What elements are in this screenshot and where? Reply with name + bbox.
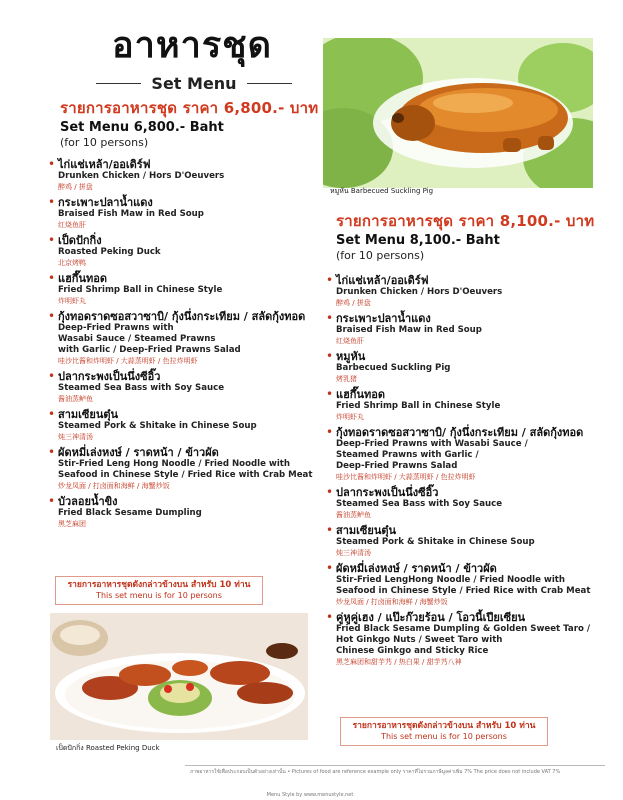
- set-b-price-english: Set Menu 8,100.- Baht: [336, 233, 500, 248]
- menu-item-thai: • ปลากระพงเป็นนึ่งซีอิ๊ว: [336, 486, 439, 499]
- set-a-price-english: Set Menu 6,800.- Baht: [60, 120, 224, 135]
- menu-item-english: Seafood in Chinese Style / Fried Rice with Crab Meat: [58, 470, 313, 480]
- menu-item-thai: • กระเพาะปลาน้ำแดง: [336, 312, 431, 325]
- menu-item-english: Seafood in Chinese Style / Fried Rice with Crab Meat: [336, 586, 591, 596]
- menu-item: [48, 196, 318, 230]
- menu-item-english: Deep-Fried Prawns with Wasabi Sauce /: [336, 439, 528, 449]
- menu-item-thai: • เป็ดปักกิ่ง: [58, 234, 102, 247]
- page-title-thai: อาหารชุด: [112, 25, 272, 66]
- menu-item-chinese: 炖三神清汤: [336, 549, 371, 557]
- page-title-english: [96, 74, 292, 93]
- menu-item-thai: • ไก่แช่เหล้า/ออเดิร์ฟ: [58, 158, 151, 171]
- set-a-note: [55, 576, 263, 605]
- menu-item: [48, 310, 318, 366]
- menu-item-chinese: 醉鸡 / 拼盘: [58, 183, 93, 191]
- menu-item-chinese: 醉鸡 / 拼盘: [336, 299, 371, 307]
- menu-item: [48, 234, 318, 268]
- menu-item: [326, 388, 606, 422]
- menu-item-thai: • กุ้งทอดราดซอสวาซาบิ/ กุ้งนึ่งกระเทียม / สลัดกุ้งทอด: [58, 310, 306, 323]
- menu-item-english: Barbecued Suckling Pig: [336, 363, 451, 373]
- menu-item-chinese: 黑芝麻团和甜芋艿 / 热白果 / 甜芋艿八神: [336, 658, 462, 666]
- menu-item: [326, 524, 606, 558]
- footer-disclaimer: ภาพอาหารใช้เพื่อประกอบเป็นตัวอย่างเท่านั้น • Pictures of food are reference example only ราคาที่ไม่รวมภาษีมูลค่าเพิ่ม 7% The price does not include VAT 7%: [190, 769, 561, 775]
- menu-item-english: Wasabi Sauce / Steamed Prawns: [58, 334, 216, 344]
- menu-item-english: Braised Fish Maw in Red Soup: [336, 325, 482, 335]
- menu-item-chinese: 烤乳猪: [336, 375, 357, 383]
- menu-item-thai: • แฮกึ๊นทอด: [58, 272, 107, 285]
- menu-item-chinese: 哇沙比酱和炸明虾 / 大蒜蒸明虾 / 色拉炸明虾: [336, 473, 476, 481]
- menu-item-english: Deep-Fried Prawns Salad: [336, 461, 458, 471]
- menu-item-chinese: 炸明虾丸: [336, 413, 364, 421]
- menu-item-chinese: 酱油蒸鲈鱼: [336, 511, 371, 519]
- menu-item: [48, 446, 318, 491]
- menu-item-chinese: 北京烤鸭: [58, 259, 86, 267]
- menu-item-english: Steamed Prawns with Garlic /: [336, 450, 479, 460]
- menu-item-english: Drunken Chicken / Hors D'Oeuvers: [336, 287, 503, 297]
- set-a-price-thai: รายการอาหารชุด ราคา 6,800.- บาท: [60, 99, 319, 117]
- page-title-english-text: Set Menu: [151, 74, 237, 93]
- set-b-menu-list: [326, 274, 606, 671]
- menu-item-english: Deep-Fried Prawns with: [58, 323, 174, 333]
- menu-item-thai: • หมูหัน: [336, 350, 366, 363]
- menu-item-chinese: 黑芝麻团: [58, 520, 86, 528]
- menu-item: [48, 408, 318, 442]
- set-b-note-english: This set menu is for 10 persons: [381, 732, 507, 741]
- menu-item-thai: • คู่หูคู่เฮง / แป๊ะก๊วยร้อน / โอวนี้เปียเซียน: [336, 611, 526, 624]
- menu-item: [326, 426, 606, 482]
- menu-item-chinese: 哇沙比酱和炸明虾 / 大蒜蒸明虾 / 色拉炸明虾: [58, 357, 198, 365]
- menu-item-english: Braised Fish Maw in Red Soup: [58, 209, 204, 219]
- menu-item-thai: • ไก่แช่เหล้า/ออเดิร์ฟ: [336, 274, 429, 287]
- peking-duck-photo: [50, 613, 308, 740]
- set-b-header: [336, 214, 606, 261]
- set-a-note-thai: รายการอาหารชุดดังกล่าวข้างบน สำหรับ 10 ท่าน: [67, 580, 251, 590]
- menu-item-chinese: 炸明虾丸: [58, 297, 86, 305]
- menu-item-english: Steamed Sea Bass with Soy Sauce: [336, 499, 503, 509]
- menu-item-english: Hot Ginkgo Nuts / Sweet Taro with: [336, 635, 503, 645]
- menu-item-thai: • สามเซียนตุ๋น: [58, 408, 118, 421]
- menu-item-thai: • ปลากระพงเป็นนึ่งซีอิ๊ว: [58, 370, 161, 383]
- set-a-menu-list: [48, 158, 318, 533]
- title-rule-left: [96, 83, 141, 84]
- menu-item: [326, 312, 606, 346]
- menu-item-english: Chinese Ginkgo and Sticky Rice: [336, 646, 489, 656]
- set-a-header: [60, 101, 320, 148]
- menu-item: [326, 611, 606, 667]
- menu-item-thai: • บัวลอยน้ำขิง: [58, 495, 118, 508]
- menu-item-thai: • สามเซียนตุ๋น: [336, 524, 396, 537]
- menu-item-chinese: 红烧鱼肝: [336, 337, 364, 345]
- menu-item: [326, 486, 606, 520]
- menu-item-thai: • แฮกึ๊นทอด: [336, 388, 385, 401]
- footer-credit: Menu Style by www.menustyle.net: [266, 792, 354, 798]
- menu-item-english: Fried Black Sesame Dumpling: [58, 508, 202, 518]
- menu-item-english: Fried Shrimp Ball in Chinese Style: [336, 401, 501, 411]
- menu-item-english: Steamed Pork & Shitake in Chinese Soup: [336, 537, 535, 547]
- footer-rule: [185, 765, 605, 766]
- set-b-note: [340, 717, 548, 746]
- menu-item: [326, 350, 606, 384]
- menu-item-english: Fried Shrimp Ball in Chinese Style: [58, 285, 223, 295]
- menu-item: [326, 274, 606, 308]
- menu-item-chinese: 炖三神清汤: [58, 433, 93, 441]
- suckling-pig-photo: [323, 38, 593, 188]
- menu-item-thai: • กุ้งทอดราดซอสวาซาบิ/ กุ้งนึ่งกระเทียม / สลัดกุ้งทอด: [336, 426, 584, 439]
- menu-item: [48, 158, 318, 192]
- menu-item-english: Fried Black Sesame Dumpling & Golden Sweet Taro /: [336, 624, 590, 634]
- menu-item-chinese: 炒龙凤面 / 打卤面和海鲜 / 海蟹炒饭: [336, 598, 448, 606]
- peking-duck-illustration: [50, 613, 308, 740]
- menu-item-thai: • ผัดหมี่เล่งหงษ์ / ราดหน้า / ข้าวผัด: [336, 562, 497, 575]
- menu-item-english: Stir-Fried Leng Hong Noodle / Fried Noodle with: [58, 459, 291, 469]
- menu-item-english: Drunken Chicken / Hors D'Oeuvers: [58, 171, 225, 181]
- title-rule-right: [247, 83, 292, 84]
- menu-item-english: Steamed Sea Bass with Soy Sauce: [58, 383, 225, 393]
- set-b-note-thai: รายการอาหารชุดดังกล่าวข้างบน สำหรับ 10 ท่าน: [352, 721, 536, 731]
- menu-item-english: Stir-Fried LengHong Noodle / Fried Noodle with: [336, 575, 566, 585]
- menu-item-thai: • กระเพาะปลาน้ำแดง: [58, 196, 153, 209]
- set-b-persons: (for 10 persons): [336, 249, 425, 262]
- menu-item-english: Roasted Peking Duck: [58, 247, 161, 257]
- menu-item-english: with Garlic / Deep-Fried Prawns Salad: [58, 345, 241, 355]
- menu-item: [48, 495, 318, 529]
- suckling-pig-illustration: [323, 38, 593, 188]
- menu-item-chinese: 酱油蒸鲈鱼: [58, 395, 93, 403]
- set-a-note-english: This set menu is for 10 persons: [96, 591, 222, 600]
- menu-item-chinese: 红烧鱼肝: [58, 221, 86, 229]
- menu-item-thai: • ผัดหมี่เล่งหงษ์ / ราดหน้า / ข้าวผัด: [58, 446, 219, 459]
- menu-item: [48, 370, 318, 404]
- menu-item: [48, 272, 318, 306]
- menu-item: [326, 562, 606, 607]
- menu-item-english: Steamed Pork & Shitake in Chinese Soup: [58, 421, 257, 431]
- menu-item-chinese: 炒龙凤面 / 打卤面和海鲜 / 海蟹炒饭: [58, 482, 170, 490]
- peking-duck-caption: เป็ดปักกิ่ง Roasted Peking Duck: [56, 744, 160, 752]
- set-a-persons: (for 10 persons): [60, 136, 149, 149]
- suckling-pig-caption: หมูหัน Barbecued Suckling Pig: [330, 187, 434, 195]
- set-b-price-thai: รายการอาหารชุด ราคา 8,100.- บาท: [336, 212, 595, 230]
